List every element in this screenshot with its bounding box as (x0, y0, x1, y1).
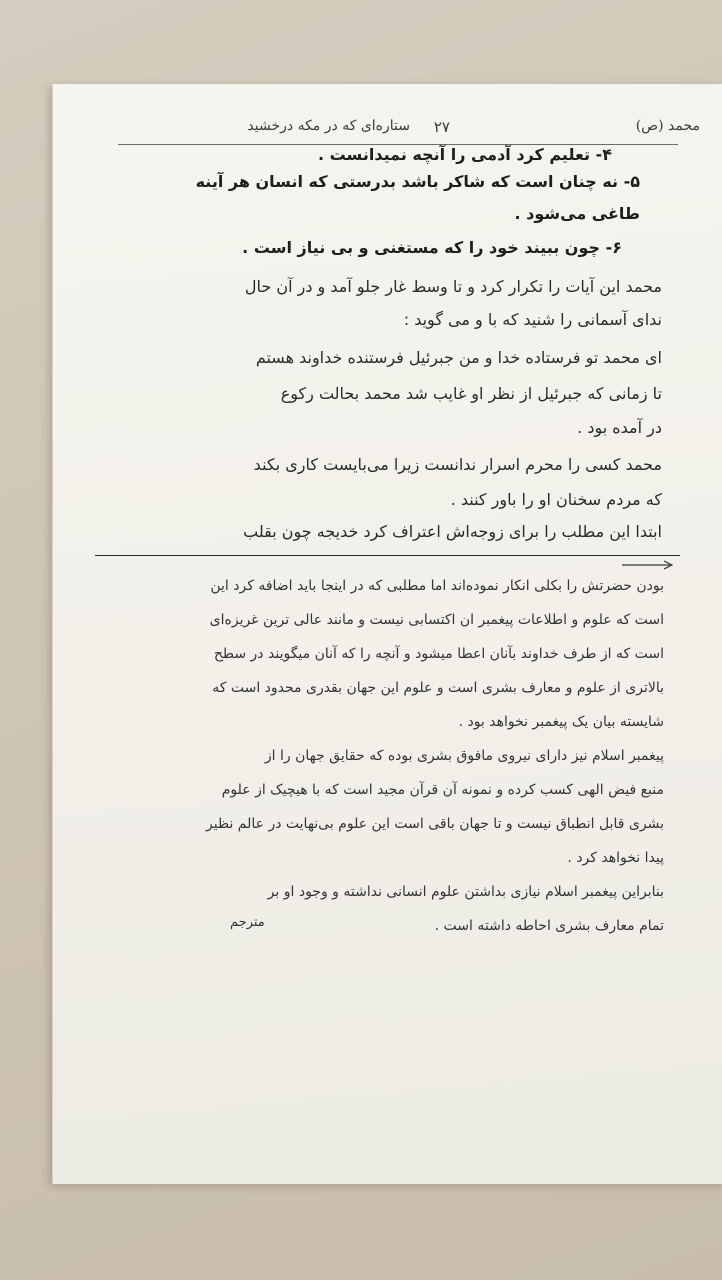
body-line: ابتدا این مطلب را برای زوجه‌اش اعتراف کرد خدیجه چون بقلب (243, 522, 662, 541)
body-line: در آمده بود . (577, 418, 662, 437)
translator-note: مترجم (230, 915, 265, 930)
verse-line: طاغی می‌شود . (514, 204, 640, 223)
body-line: تا زمانی که جبرئیل از نظر او غایب شد محمد بحالت رکوع (280, 384, 662, 403)
footnote-line: منبع فیض الهی کسب کرده و نمونه آن قرآن مجید است که با هیچیک از علوم (221, 782, 664, 798)
footnote-line: پیدا نخواهد کرد . (567, 850, 664, 866)
body-line: ای محمد تو فرستاده خدا و من جبرئیل فرستنده خداوند هستم (255, 348, 662, 367)
footnote-line: بالاتری از علوم و معارف بشری است و علوم این جهان بقدری محدود است که (212, 680, 664, 696)
footnote-line: بشری قابل انطباق نیست و تا جهان باقی است این علوم بی‌نهایت در عالم نظیر (206, 816, 664, 832)
verse-line: ۵- نه چنان است که شاکر باشد بدرستی که انسان هر آینه (195, 172, 640, 191)
verse-line: ۴- تعلیم کرد آدمی را آنچه نمیدانست . (317, 145, 612, 164)
footnote-line: بنابراین پیغمبر اسلام نیازی بداشتن علوم انسانی نداشته و وجود او بر (267, 884, 664, 900)
footnote-line: است که علوم و اطلاعات پیغمبر ان اکتسابی نیست و مانند عالی ترین غریزه‌ای (209, 612, 664, 628)
body-line: محمد این آیات را تکرار کرد و تا وسط غار جلو آمد و در آن حال (244, 277, 662, 296)
running-header (170, 118, 700, 140)
footnote-line: بودن حضرتش را بکلی انکار نموده‌اند اما مطلبی که در اینجا باید اضافه کرد این (210, 578, 664, 594)
footnote-line: پیغمبر اسلام نیز دارای نیروی مافوق بشری بوده که حقایق جهان را از (264, 748, 664, 764)
body-line: ندای آسمانی را شنید که با و می گوید : (403, 310, 662, 329)
verse-line: ۶- چون ببیند خود را که مستغنی و بی نیاز است . (242, 238, 622, 257)
body-line: محمد کسی را محرم اسرار ندانست زیرا می‌بایست کاری بکند (253, 455, 662, 474)
header-book-title: محمد (ص) (635, 118, 700, 134)
footnote-line: شایسته بیان یک پیغمبر نخواهد بود . (458, 714, 664, 730)
footnote-line: تمام معارف بشری احاطه داشته است . (434, 918, 664, 934)
body-line: که مردم سخنان او را باور کنند . (450, 490, 662, 509)
footnote-divider (95, 555, 680, 556)
header-chapter-title: ستاره‌ای که در مکه درخشید (247, 118, 410, 134)
arrow-icon (620, 560, 676, 570)
page-number: ۲۷ (433, 118, 450, 136)
footnote-line: است که از طرف خداوند بآنان اعطا میشود و آنچه را که آنان میگویند در سطح (213, 646, 664, 662)
